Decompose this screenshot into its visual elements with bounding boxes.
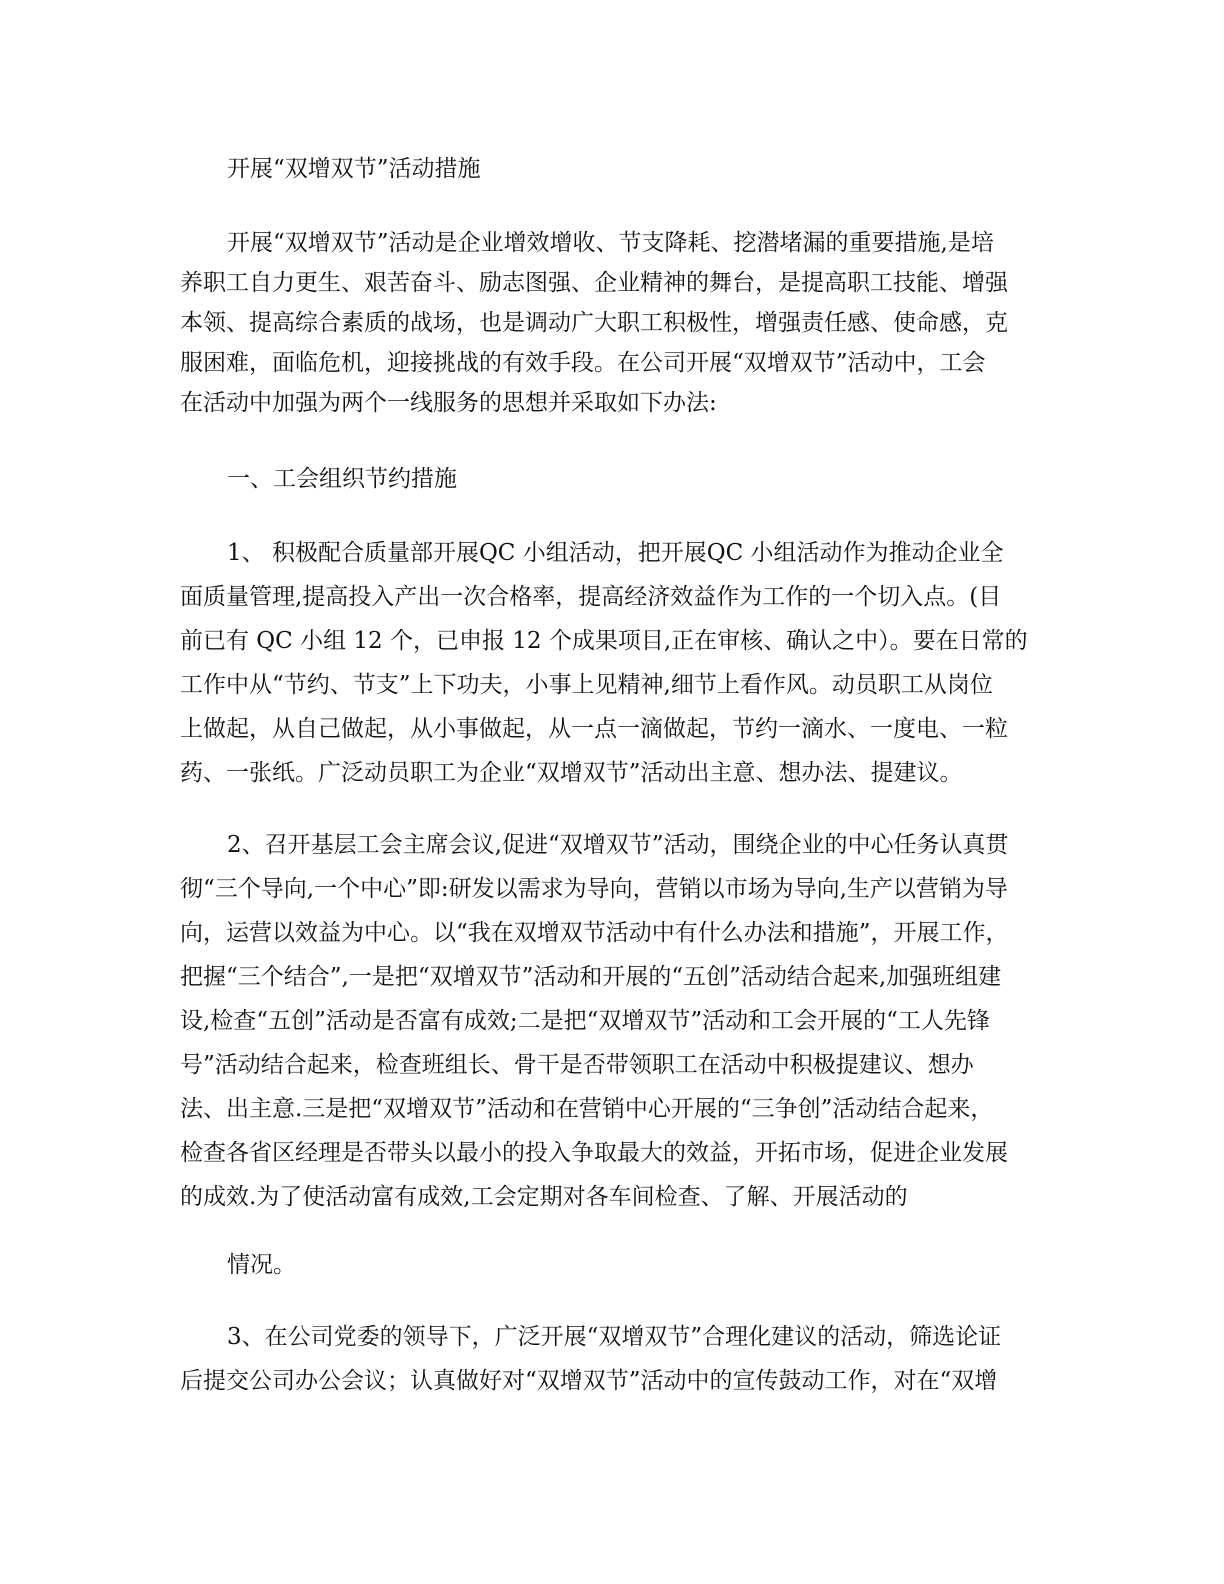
text-line: 把握“三个结合”,一是把“双增双节”活动和开展的“五创”活动结合起来,加强班组建 xyxy=(180,964,1002,990)
text-line: 前已有 QC 小组 12 个，已申报 12 个成果项目,正在审核、确认之中）。要在日常的 xyxy=(180,628,1028,654)
text-line: 彻“三个导向,一个中心”即:研发以需求为导向，营销以市场为导向,生产以营销为导 xyxy=(180,876,1008,902)
text-line: 3、在公司党委的领导下，广泛开展“双增双节”合理化建议的活动，筛选论证 xyxy=(227,1324,1002,1350)
text-line: 向，运营以效益为中心。以“我在双增双节活动中有什么办法和措施”，开展工作， xyxy=(180,920,1009,946)
text-line: 法、出主意.三是把“双增双节”活动和在营销中心开展的“三争创”活动结合起来， xyxy=(180,1096,994,1122)
text-line: 工作中从“节约、节支”上下功夫，小事上见精神,细节上看作风。动员职工从岗位 xyxy=(180,672,993,698)
text-line: 号”活动结合起来，检查班组长、骨干是否带领职工在活动中积极提建议、想办 xyxy=(180,1052,974,1078)
text-line: 的成效.为了使活动富有成效,工会定期对各车间检查、了解、开展活动的 xyxy=(180,1184,908,1210)
text-line: 上做起，从自己做起，从小事做起，从一点一滴做起，节约一滴水、一度电、一粒 xyxy=(180,716,1008,742)
text-line: 药、一张纸。广泛动员职工为企业“双增双节”活动出主意、想办法、提建议。 xyxy=(180,760,963,786)
text-line: 开展“双增双节”活动是企业增效增收、节支降耗、挖潜堵漏的重要措施,是培 xyxy=(227,230,994,256)
text-line: 在活动中加强为两个一线服务的思想并采取如下办法: xyxy=(180,390,717,416)
text-line: 情况。 xyxy=(227,1252,296,1278)
text-line: 服困难，面临危机，迎接挑战的有效手段。在公司开展“双增双节”活动中，工会 xyxy=(180,350,986,376)
text-line: 后提交公司办公会议；认真做好对“双增双节”活动中的宣传鼓动工作，对在“双增 xyxy=(180,1368,998,1394)
section-heading: 一、工会组织节约措施 xyxy=(227,466,457,492)
text-line: 1、 积极配合质量部开展QC 小组活动，把开展QC 小组活动作为推动企业全 xyxy=(227,540,1004,566)
text-line: 检查各省区经理是否带头以最小的投入争取最大的效益，开拓市场，促进企业发展 xyxy=(180,1140,1008,1166)
document-title: 开展“双增双节”活动措施 xyxy=(227,156,481,182)
text-line: 2、召开基层工会主席会议,促进“双增双节”活动，围绕企业的中心任务认真贯 xyxy=(227,832,1009,858)
text-line: 面质量管理,提高投入产出一次合格率，提高经济效益作为工作的一个切入点。(目 xyxy=(180,584,1002,610)
text-line: 本领、提高综合素质的战场，也是调动广大职工积极性，增强责任感、使命感，克 xyxy=(180,310,1008,336)
text-line: 养职工自力更生、艰苦奋斗、励志图强、企业精神的舞台，是提高职工技能、增强 xyxy=(180,270,1008,296)
text-line: 设,检查“五创”活动是否富有成效;二是把“双增双节”活动和工会开展的“工人先锋 xyxy=(180,1008,990,1034)
